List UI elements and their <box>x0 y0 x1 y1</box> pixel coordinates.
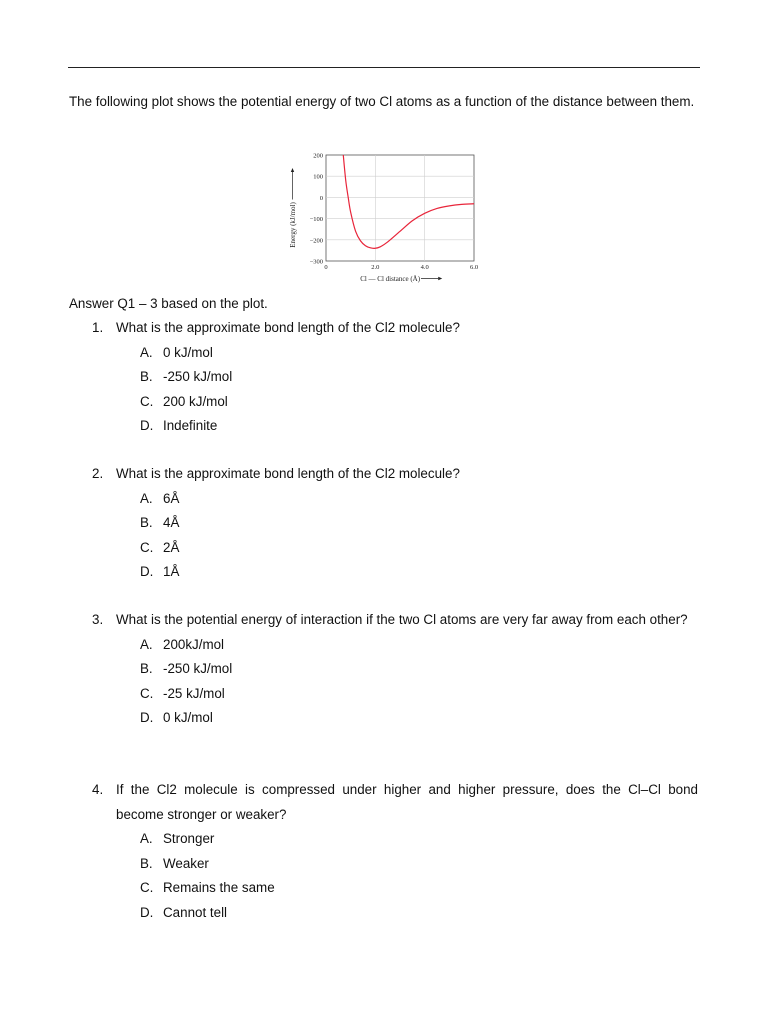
option-b <box>92 852 698 877</box>
option-text: -25 kJ/mol <box>163 685 225 701</box>
option-b <box>92 511 698 536</box>
y-tick-label: 200 <box>313 152 323 160</box>
option-text: -250 kJ/mol <box>163 369 233 384</box>
option-d <box>92 560 698 585</box>
option-letter: D. <box>140 418 154 433</box>
x-tick-label: 4.0 <box>420 264 429 271</box>
y-tick-label: −300 <box>309 258 323 266</box>
option-letter: C. <box>140 393 154 409</box>
option-text: 200kJ/mol <box>163 636 225 652</box>
option-letter: A. <box>140 636 153 652</box>
y-tick-label: 100 <box>313 173 323 181</box>
option-letter: D. <box>140 710 154 725</box>
option-a <box>92 341 698 366</box>
option-text: Weaker <box>163 855 209 871</box>
question-3 <box>92 608 698 731</box>
option-list <box>92 633 698 731</box>
intro-text: The following plot shows the potential energy of two Cl atoms as a function of the distance between them. <box>69 94 695 109</box>
x-axis-arrowhead <box>438 277 442 280</box>
option-letter: A. <box>140 490 153 506</box>
option-letter: A. <box>140 831 153 846</box>
option-letter: B. <box>140 515 153 530</box>
question-text: If the Cl2 molecule is compressed under higher and higher pressure, does the Cl–Cl bond become stronger or weaker? <box>116 782 698 822</box>
option-d <box>92 414 698 439</box>
question-2 <box>92 462 698 585</box>
option-text: Stronger <box>163 831 215 846</box>
option-text: 4Å <box>163 515 180 530</box>
option-c <box>92 390 698 415</box>
option-text: Cannot tell <box>163 904 228 920</box>
question-number: 3. <box>92 612 104 627</box>
y-tick-label: −200 <box>309 237 323 245</box>
option-d <box>92 706 698 731</box>
lead-text: Answer Q1 – 3 based on the plot. <box>69 296 268 311</box>
option-text: 0 kJ/mol <box>163 710 213 725</box>
question-number: 4. <box>92 782 104 797</box>
option-text: 6Å <box>163 490 180 506</box>
y-axis-arrowhead <box>291 168 294 172</box>
question-1 <box>92 316 698 439</box>
y-axis-label: Energy (kJ/mol) <box>289 202 297 248</box>
option-c <box>92 682 698 707</box>
y-tick-label: −100 <box>309 216 323 224</box>
option-b <box>92 657 698 682</box>
option-a <box>92 487 698 512</box>
option-text: 0 kJ/mol <box>163 344 213 360</box>
option-list <box>92 487 698 585</box>
option-a <box>92 827 698 852</box>
x-axis-label: Cl — Cl distance (Å) <box>360 275 421 283</box>
x-tick-label: 6.0 <box>469 264 479 271</box>
x-tick-label: 2.0 <box>371 264 380 271</box>
question-text: What is the potential energy of interaction if the two Cl atoms are very far away from each other? <box>116 612 688 627</box>
option-letter: C. <box>140 685 154 701</box>
option-c <box>92 536 698 561</box>
x-tick-label: 0 <box>324 264 328 271</box>
option-letter: B. <box>140 855 153 871</box>
option-letter: B. <box>140 369 153 384</box>
y-tick-label: 0 <box>319 194 323 202</box>
option-letter: B. <box>140 661 153 676</box>
option-letter: C. <box>140 539 154 555</box>
option-a <box>92 633 698 658</box>
option-list <box>92 341 698 439</box>
question-number: 1. <box>92 320 104 335</box>
option-text: 2Å <box>163 539 180 555</box>
header-rule <box>68 67 700 68</box>
potential-energy-chart <box>282 148 482 288</box>
question-text: What is the approximate bond length of the Cl2 molecule? <box>116 466 460 481</box>
option-text: Remains the same <box>163 880 275 895</box>
option-text: Indefinite <box>163 418 218 433</box>
chart-svg <box>282 148 482 288</box>
option-letter: D. <box>140 564 154 579</box>
question-text: What is the approximate bond length of the Cl2 molecule? <box>116 320 460 335</box>
option-letter: A. <box>140 344 153 360</box>
option-text: 1Å <box>163 564 180 579</box>
question-number: 2. <box>92 466 104 481</box>
option-text: 200 kJ/mol <box>163 393 228 409</box>
option-d <box>92 901 698 926</box>
option-b <box>92 365 698 390</box>
option-text: -250 kJ/mol <box>163 661 233 676</box>
option-c <box>92 876 698 901</box>
option-letter: D. <box>140 904 154 920</box>
question-4 <box>92 778 698 925</box>
option-list <box>92 827 698 925</box>
option-letter: C. <box>140 880 154 895</box>
plot-frame <box>326 155 474 261</box>
